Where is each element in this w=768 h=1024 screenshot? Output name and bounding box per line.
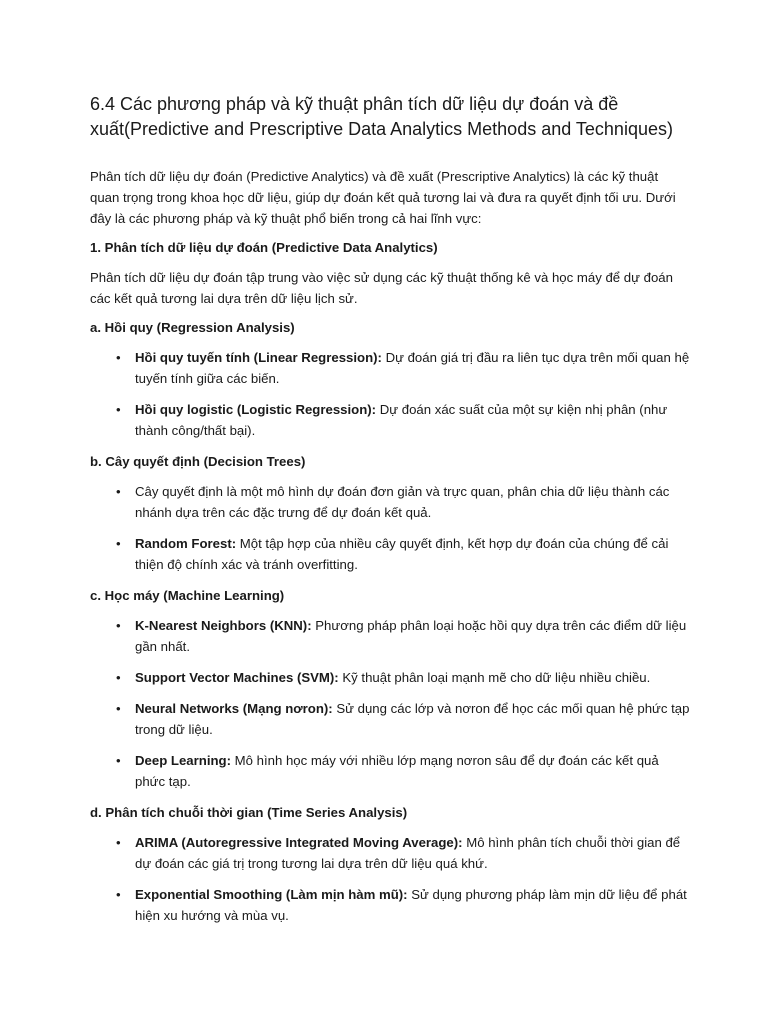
bullet-icon: •	[116, 618, 121, 633]
bullet-icon: •	[116, 753, 121, 768]
list-item	[90, 347, 690, 389]
item-term: Hồi quy logistic (Logistic Regression):	[135, 402, 377, 417]
subsection-heading: d. Phân tích chuỗi thời gian (Time Series Analysis)	[90, 805, 408, 820]
bullet-icon: •	[116, 887, 121, 902]
section-title: 6.4 Các phương pháp và kỹ thuật phân tích dữ liệu dự đoán và đề xuất(Predictive and Prescriptive Data Analytics Methods and Techniques)	[90, 94, 673, 139]
bullet-list	[90, 481, 690, 575]
bullet-icon: •	[116, 350, 121, 365]
document-page	[90, 92, 690, 936]
item-term: Hồi quy tuyến tính (Linear Regression):	[135, 350, 382, 365]
item-description: Kỹ thuật phân loại mạnh mẽ cho dữ liệu nhiều chiều.	[338, 670, 651, 685]
subsection-heading: b. Cây quyết định (Decision Trees)	[90, 454, 306, 469]
item-term: Neural Networks (Mạng nơron):	[135, 701, 333, 716]
item-description: Mô hình học máy với nhiều lớp mạng nơron sâu để dự đoán các kết quả phức tạp.	[135, 753, 659, 789]
item-description: Dự đoán xác suất của một sự kiện nhị phân (như thành công/thất bại).	[135, 402, 668, 438]
item-description: Sử dụng phương pháp làm mịn dữ liệu để phát hiện xu hướng và mùa vụ.	[135, 887, 687, 923]
bullet-icon: •	[116, 536, 121, 551]
bullet-icon: •	[116, 484, 121, 499]
item-description: Một tập hợp của nhiều cây quyết định, kết hợp dự đoán của chúng để cải thiện độ chính xác và tránh overfitting.	[135, 536, 669, 572]
item-term: Support Vector Machines (SVM):	[135, 670, 339, 685]
item-term: Exponential Smoothing (Làm mịn hàm mũ):	[135, 887, 408, 902]
item-description: Dự đoán giá trị đầu ra liên tục dựa trên mối quan hệ tuyến tính giữa các biến.	[135, 350, 690, 386]
bullet-list	[90, 347, 690, 441]
intro-paragraph: Phân tích dữ liệu dự đoán (Predictive Analytics) và đề xuất (Prescriptive Analytics) là các kỹ thuật quan trọng trong khoa học dữ liệu, giúp dự đoán kết quả tương lai và đưa ra quyết định tối ưu. Dưới đây là các phương pháp và kỹ thuật phổ biến trong cả hai lĩnh vực:	[90, 169, 676, 226]
item-description: Mô hình phân tích chuỗi thời gian để dự đoán các giá trị trong tương lai dựa trên dữ liệu quá khứ.	[135, 835, 681, 871]
item-term: K-Nearest Neighbors (KNN):	[135, 618, 312, 633]
item-description: Sử dụng các lớp và nơron để học các mối quan hệ phức tạp trong dữ liệu.	[135, 701, 690, 737]
list-item	[90, 667, 690, 688]
bullet-icon: •	[116, 701, 121, 716]
section-1-paragraph: Phân tích dữ liệu dự đoán tập trung vào việc sử dụng các kỹ thuật thống kê và học máy để dự đoán các kết quả tương lai dựa trên dữ liệu lịch sử.	[90, 270, 673, 306]
list-item	[90, 750, 690, 792]
list-item	[90, 399, 690, 441]
list-item	[90, 698, 690, 740]
list-item	[90, 884, 690, 926]
bullet-icon: •	[116, 835, 121, 850]
bullet-list	[90, 832, 690, 926]
subsection-heading: a. Hồi quy (Regression Analysis)	[90, 320, 295, 335]
subsection-heading: c. Học máy (Machine Learning)	[90, 588, 285, 603]
list-item	[90, 533, 690, 575]
subsections-container	[90, 317, 690, 926]
item-term: Random Forest:	[135, 536, 237, 551]
item-description: Phương pháp phân loại hoặc hồi quy dựa trên các điểm dữ liệu gần nhất.	[135, 618, 687, 654]
item-term: Deep Learning:	[135, 753, 231, 768]
item-description: Cây quyết định là một mô hình dự đoán đơn giản và trực quan, phân chia dữ liệu thành các nhánh dựa trên các đặc trưng để dự đoán kết quả.	[135, 484, 670, 520]
list-item	[90, 615, 690, 657]
bullet-icon: •	[116, 670, 121, 685]
section-1-heading: 1. Phân tích dữ liệu dự đoán (Predictive Data Analytics)	[90, 240, 438, 255]
item-term: ARIMA (Autoregressive Integrated Moving Average):	[135, 835, 463, 850]
bullet-list	[90, 615, 690, 792]
list-item	[90, 832, 690, 874]
bullet-icon: •	[116, 402, 121, 417]
list-item	[90, 481, 690, 523]
